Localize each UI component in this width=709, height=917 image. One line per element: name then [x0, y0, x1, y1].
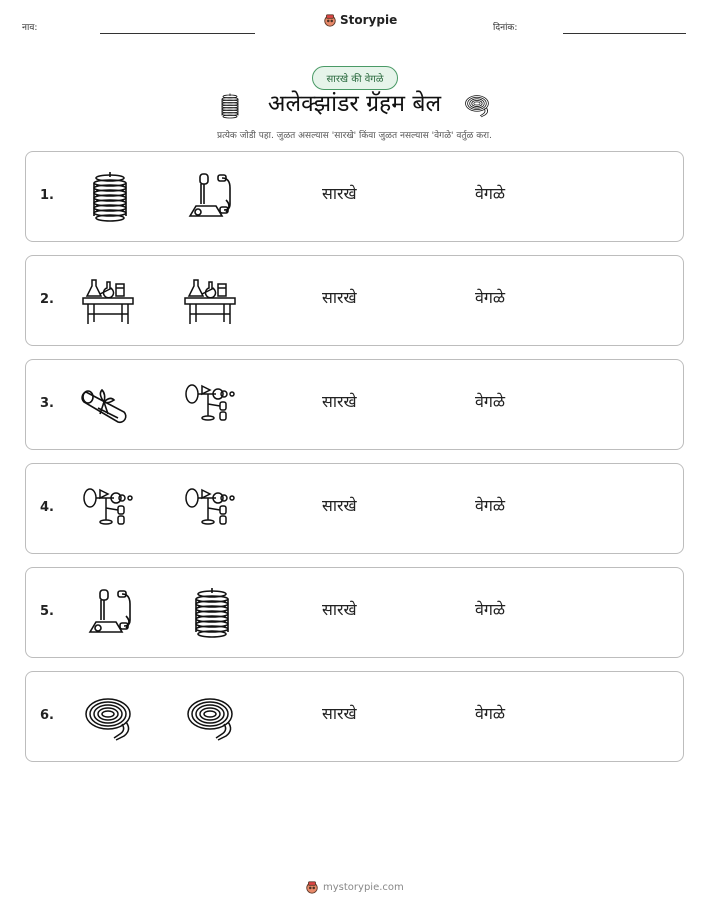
footer	[305, 880, 404, 894]
question-number: 4.	[40, 500, 54, 515]
coil-icon	[82, 170, 138, 224]
question-row	[25, 151, 684, 242]
same-option[interactable]: सारखे	[322, 704, 357, 723]
different-option[interactable]: वेगळे	[475, 392, 506, 411]
brand-name: Storypie	[340, 13, 398, 27]
telephone-icon	[182, 170, 238, 224]
question-row	[25, 359, 684, 450]
question-number: 1.	[40, 188, 54, 203]
instruction-text: प्रत्येक जोडी पहा. जुळत असल्यास 'सारखे' किंवा जुळत नसल्यास 'वेगळे' वर्तुळ करा.	[216, 131, 492, 141]
page-title: अलेक्झांडर ग्रॅहम बेल	[267, 91, 442, 117]
brand-logo	[323, 13, 397, 27]
different-option[interactable]: वेगळे	[475, 600, 506, 619]
same-option[interactable]: सारखे	[322, 600, 357, 619]
date-label: दिनांक:	[493, 23, 518, 33]
cable-icon	[184, 690, 240, 744]
same-option[interactable]: सारखे	[322, 184, 357, 203]
different-option[interactable]: वेगळे	[475, 704, 506, 723]
same-option[interactable]: सारखे	[322, 392, 357, 411]
date-line[interactable]	[563, 33, 686, 34]
question-row	[25, 463, 684, 554]
photophone-icon	[182, 378, 238, 432]
cable-icon	[82, 690, 138, 744]
different-option[interactable]: वेगळे	[475, 184, 506, 203]
diploma-icon	[80, 378, 136, 432]
different-option[interactable]: वेगळे	[475, 496, 506, 515]
question-number: 6.	[40, 708, 54, 723]
question-number: 2.	[40, 292, 54, 307]
same-option[interactable]: सारखे	[322, 288, 357, 307]
question-number: 5.	[40, 604, 54, 619]
question-row	[25, 671, 684, 762]
same-option[interactable]: सारखे	[322, 496, 357, 515]
name-line[interactable]	[100, 33, 255, 34]
question-row	[25, 567, 684, 658]
question-row	[25, 255, 684, 346]
worksheet-type-badge: सारखे की वेगळे	[312, 66, 398, 90]
cable-icon	[463, 91, 493, 119]
question-number: 3.	[40, 396, 54, 411]
telephone-icon	[82, 586, 138, 640]
lab-table-icon	[80, 274, 136, 328]
name-label: नाव:	[22, 23, 38, 33]
storypie-mascot-icon	[305, 880, 319, 894]
storypie-mascot-icon	[323, 13, 337, 27]
lab-table-icon	[182, 274, 238, 328]
footer-url[interactable]: mystorypie.com	[323, 881, 404, 893]
different-option[interactable]: वेगळे	[475, 288, 506, 307]
photophone-icon	[80, 482, 136, 536]
photophone-icon	[182, 482, 238, 536]
coil-icon	[184, 586, 240, 640]
